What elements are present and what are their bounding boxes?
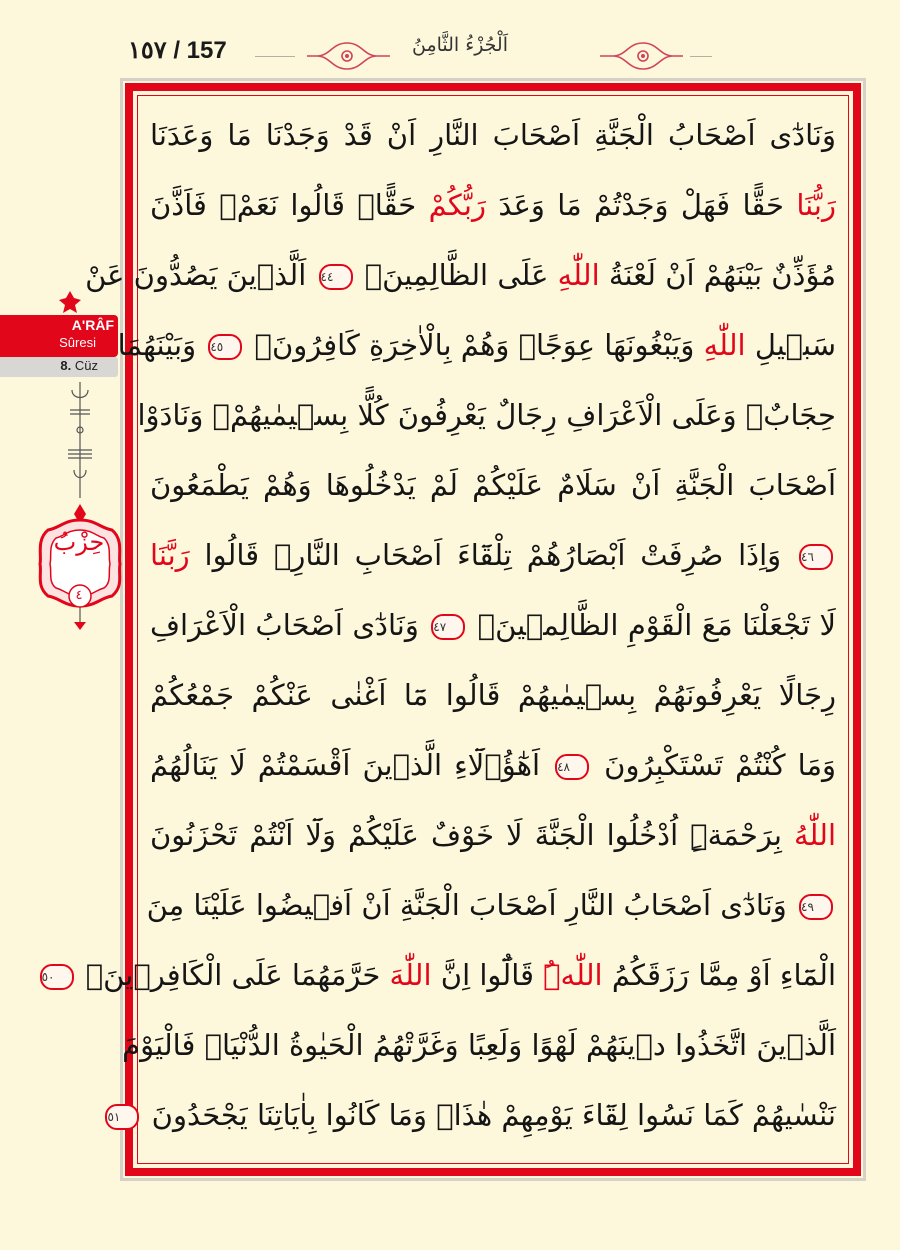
header-divider-left: [255, 56, 295, 57]
sura-subtitle: Sûresi: [59, 335, 96, 350]
header-ornament-icon: [598, 40, 688, 72]
divine-name-text: اللّٰهُۜ: [543, 958, 603, 992]
verse-text: حَقًّاۜ قَالُوا نَعَمْۚ فَاَذَّنَ: [150, 188, 429, 222]
text-line: [150, 590, 836, 660]
divine-name-text: رَبُّنَا: [796, 188, 836, 222]
text-line: [117, 310, 836, 380]
divine-name-text: رَبَّنَا: [150, 538, 190, 572]
text-line: [107, 1080, 836, 1150]
hizb-badge-icon: [34, 500, 126, 630]
verse-text: اَلَّذ۪ينَ اتَّخَذُوا د۪ينَهُمْ لَهْوًا وَلَعِبًا وَغَرَّتْهُمُ الْحَيٰوةُ الدُّنْيَاۚ فَالْيَوْمَ: [122, 1028, 836, 1062]
ayah-number-marker: ٤٦: [799, 544, 833, 570]
divine-name-text: اللّٰهُ: [793, 818, 836, 852]
ayah-number-marker: ٤٧: [431, 614, 465, 640]
header-ornament-icon: [302, 40, 392, 72]
verse-text: وَبَيْنَهُمَا: [117, 328, 206, 362]
text-line: [85, 240, 836, 310]
divine-name-text: اللّٰهَ: [389, 958, 432, 992]
verse-text: لَا تَجْعَلْنَا مَعَ الْقَوْمِ الظَّالِم۪ينَ۟: [468, 608, 836, 642]
fleur-ornament-icon: [58, 290, 82, 316]
text-line: [150, 520, 836, 590]
side-stem-ornament-icon: [50, 380, 110, 500]
text-line: [150, 170, 836, 240]
verse-text: اَلَّذ۪ينَ يَصُدُّونَ عَنْ: [85, 258, 316, 292]
text-line: [150, 800, 836, 870]
juz-title: اَلْجُزْءُ الثَّامِنُ: [411, 34, 509, 56]
ayah-number-marker: ٥٠: [40, 964, 74, 990]
verse-text: وَمَا كُنْتُمْ تَسْتَكْبِرُونَ: [592, 748, 836, 782]
ayah-number-marker: ٥١: [105, 1104, 139, 1130]
ayah-number-marker: ٤٤: [319, 264, 353, 290]
text-line: [150, 100, 836, 170]
verse-text: اَصْحَابَ الْجَنَّةِ اَنْ سَلَامٌ عَلَيْكُمْ لَمْ يَدْخُلُوهَا وَهُمْ يَطْمَعُونَ: [150, 468, 836, 502]
verse-text: رِجَالًا يَعْرِفُونَهُمْ بِس۪يمٰيهُمْ قَالُوا مَٓا اَغْنٰى عَنْكُمْ جَمْعُكُمْ: [150, 678, 836, 712]
text-line: [41, 940, 836, 1010]
verse-text: اَهٰٓؤُ۬لَٓاءِ الَّذ۪ينَ اَقْسَمْتُمْ لَا يَنَالُهُمُ: [150, 748, 553, 782]
ayah-number-marker: ٤٥: [208, 334, 242, 360]
page-header: [0, 0, 900, 90]
verse-text: وَاِذَا صُرِفَتْ اَبْصَارُهُمْ تِلْقَٓاءَ اَصْحَابِ النَّارِۙ قَالُوا: [189, 538, 796, 572]
verse-text: عَلَى الظَّالِمِينَۙ: [355, 258, 558, 292]
cuz-label: [0, 358, 98, 373]
divine-name-text: اللّٰهِ: [703, 328, 746, 362]
verse-text: مُؤَذِّنٌ بَيْنَهُمْ اَنْ لَعْنَةُ: [599, 258, 836, 292]
page-number: ١٥٧ / 157: [128, 37, 227, 64]
ayah-number-marker: ٤٨: [555, 754, 589, 780]
verse-text: حَقًّا فَهَلْ وَجَدْتُمْ مَا وَعَدَ: [486, 188, 797, 222]
text-line: [122, 1010, 836, 1080]
hizb-number: ٤: [75, 588, 83, 603]
verse-text: سَب۪يلِ: [745, 328, 836, 362]
verse-text: قَالُٓوا اِنَّ: [431, 958, 544, 992]
verse-text: الْمَٓاءِ اَوْ مِمَّا رَزَقَكُمُ: [602, 958, 836, 992]
ayah-number-marker: ٤٩: [799, 894, 833, 920]
divine-name-text: اللّٰهِ: [557, 258, 600, 292]
sura-name: A'RÂF: [71, 317, 114, 333]
cuz-text: Cüz: [74, 358, 98, 373]
verse-text: وَيَبْغُونَهَا عِوَجًاۚ وَهُمْ بِالْاٰخِرَةِ كَافِرُونَۘ: [245, 328, 704, 362]
header-divider-right: [690, 56, 712, 57]
text-line: [146, 870, 836, 940]
cuz-number: 8.: [60, 358, 72, 373]
verse-text: بِرَحْمَةٍۜ اُدْخُلُوا الْجَنَّةَ لَا خَوْفٌ عَلَيْكُمْ وَلَٓا اَنْتُمْ تَحْزَنُونَ: [150, 818, 794, 852]
text-line: [150, 730, 836, 800]
text-line: [150, 660, 836, 730]
text-line: [150, 450, 836, 520]
text-line: [137, 380, 836, 450]
sura-label-box: [0, 315, 118, 357]
cuz-label-box: [0, 357, 118, 377]
hizb-label: حِزْبُ: [53, 528, 105, 556]
divine-name-text: رَبُّكُمْ: [428, 188, 486, 222]
verse-text: وَنَادٰٓى اَصْحَابُ الْاَعْرَافِ: [150, 608, 429, 642]
verse-text: وَنَادٰٓى اَصْحَابُ الْجَنَّةِ اَصْحَابَ النَّارِ اَنْ قَدْ وَجَدْنَا مَا وَعَدَنَا: [150, 118, 836, 152]
verse-text: حِجَابٌۚ وَعَلَى الْاَعْرَافِ رِجَالٌ يَعْرِفُونَ كُلًّا بِس۪يمٰيهُمْۚ وَنَادَوْا: [137, 398, 836, 432]
verse-text: وَنَادٰٓى اَصْحَابُ النَّارِ اَصْحَابَ الْجَنَّةِ اَنْ اَف۪يضُوا عَلَيْنَا مِنَ: [146, 888, 796, 922]
verse-text: حَرَّمَهُمَا عَلَى الْكَافِر۪ينَۙ: [76, 958, 390, 992]
verse-text: نَنْسٰيهُمْ كَمَا نَسُوا لِقَٓاءَ يَوْمِهِمْ هٰذَاۙ وَمَا كَانُوا بِاٰيَاتِنَا يَجْحَدُونَ: [142, 1098, 836, 1132]
